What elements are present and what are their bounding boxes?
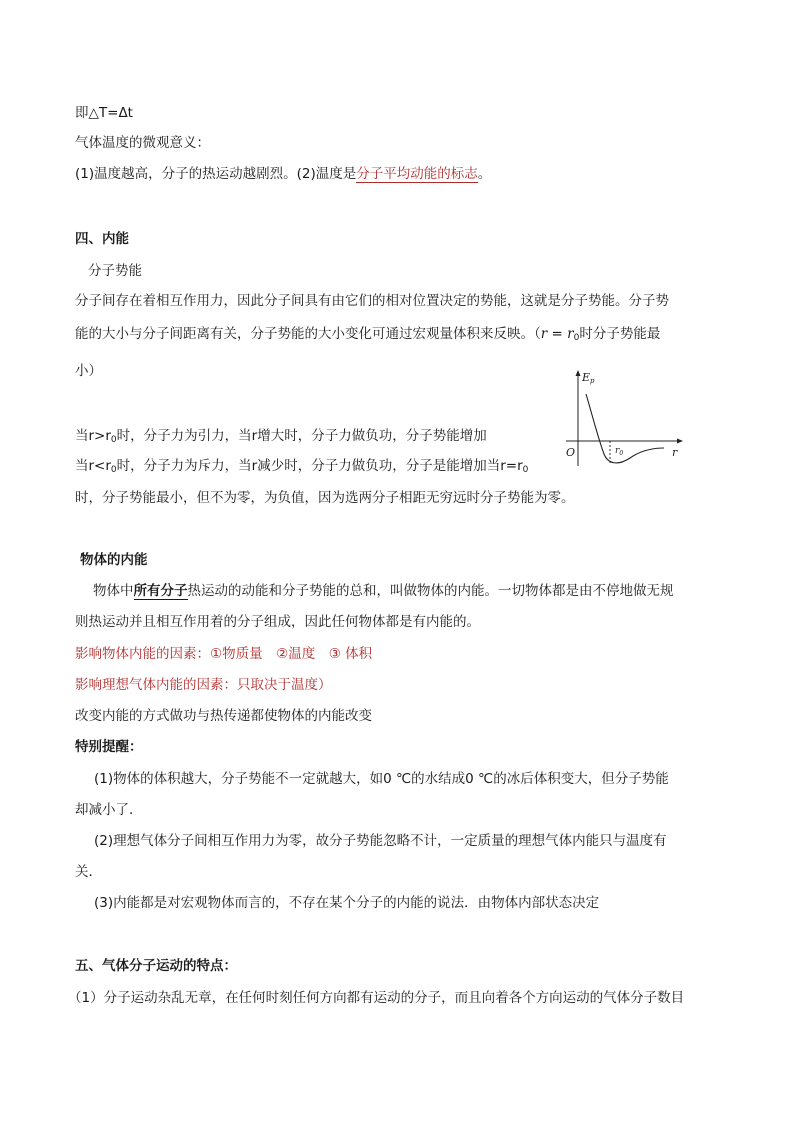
x-axis-arrow <box>677 439 683 444</box>
special-tips-heading: 特别提醒： <box>75 739 143 755</box>
attraction-line-sub: 0 <box>110 435 117 445</box>
potential-para-line2 <box>75 325 660 347</box>
potential-energy-curve <box>586 394 664 463</box>
tip3: (3)内能都是对宏观物体而言的，不存在某个分子的内能的说法．由物体内部状态决定 <box>94 895 600 911</box>
potential-para-line1: 分子间存在着相互作用力，因此分子间具有由它们的相对位置决定的势能，这就是分子势能。分子势 <box>75 293 669 309</box>
internal-energy-subheading: 物体的内能 <box>80 552 148 568</box>
internal-energy-factors: 影响物体内能的因素：①物质量 ②温度 ③ 体积 <box>75 646 373 662</box>
internal-line1-b: 热运动的动能和分子势能的总和，叫做物体的内能。一切物体都是由不停地做无规 <box>187 583 674 599</box>
temperature-meaning-part1: (1)温度越高，分子的热运动越剧烈。(2)温度是 <box>75 166 357 182</box>
origin-label: O <box>566 446 576 459</box>
potential-para-line3: 小） <box>75 363 102 379</box>
minimum-energy-line: 时，分子势能最小，但不为零，为负值，因为选两分子相距无穷远时分子势能为零。 <box>75 490 575 506</box>
y-axis-label: Ep <box>582 371 595 385</box>
temperature-meaning-heading: 气体温度的微观意义： <box>75 135 210 151</box>
formula-r: r <box>540 326 548 342</box>
temperature-meaning-end: 。 <box>477 166 492 182</box>
y-axis-arrow <box>576 370 581 376</box>
temperature-relation: 即△T=Δt <box>75 105 133 121</box>
potential-para-line2-a: 能的大小与分子间距离有关，分子势能的大小变化可通过宏观量体积来反映。（ <box>75 326 541 342</box>
ideal-gas-factors: 影响理想气体内能的因素：只取决于温度） <box>75 677 332 693</box>
tip1-line1: (1)物体的体积越大，分子势能不一定就越大，如0 ℃的水结成0 ℃的冰后体积变大，但分子势能 <box>94 771 669 787</box>
attraction-line-a: 当r>r <box>75 428 111 444</box>
attraction-line-b: 时，分子力为引力，当r增大时，分子力做负功，分子势能增加 <box>116 428 487 444</box>
formula-r0-sub: 0 <box>573 333 580 343</box>
repulsion-line-sub2: 0 <box>522 465 529 475</box>
all-molecules-emphasis: 所有分子 <box>133 583 188 599</box>
potential-energy-graph <box>560 368 686 468</box>
potential-energy-subheading: 分子势能 <box>88 263 142 279</box>
section5-heading: 五、气体分子运动的特点： <box>75 958 237 974</box>
section5-line1: （1）分子运动杂乱无章，在任何时刻任何方向都有运动的分子，而且向着各个方向运动的气体分子数目 <box>68 990 685 1006</box>
internal-energy-line2: 则热运动并且相互作用着的分子组成，因此任何物体都是有内能的。 <box>75 614 480 630</box>
repulsion-line-a: 当r<r <box>75 458 111 474</box>
repulsion-line <box>75 457 528 479</box>
change-methods: 改变内能的方式做功与热传递都使物体的内能改变 <box>75 708 372 724</box>
internal-energy-line1 <box>93 582 674 600</box>
section4-heading: 四、内能 <box>75 231 129 247</box>
average-kinetic-energy-highlight: 分子平均动能的标志 <box>356 166 478 182</box>
r0-label: $r_0$ <box>615 446 624 457</box>
repulsion-line-sub: 0 <box>110 465 117 475</box>
repulsion-line-b: 时，分子力为斥力，当r减少时，分子力做负功，分子是能增加当r=r <box>116 458 523 474</box>
x-axis-label: r <box>672 446 678 459</box>
temperature-meaning-text <box>75 165 491 183</box>
formula-r0: r <box>567 326 574 342</box>
tip1-line2: 却减小了． <box>75 802 143 818</box>
internal-line1-a: 物体中 <box>93 583 134 599</box>
potential-para-line2-b: 时分子势能最 <box>579 326 661 342</box>
tip2-line2: 关． <box>75 864 102 880</box>
tip2-line1: (2)理想气体分子间相互作用力为零，故分子势能忽略不计，一定质量的理想气体内能只与温度有 <box>94 833 667 849</box>
attraction-line <box>75 427 487 449</box>
formula-eq: = <box>547 326 568 342</box>
